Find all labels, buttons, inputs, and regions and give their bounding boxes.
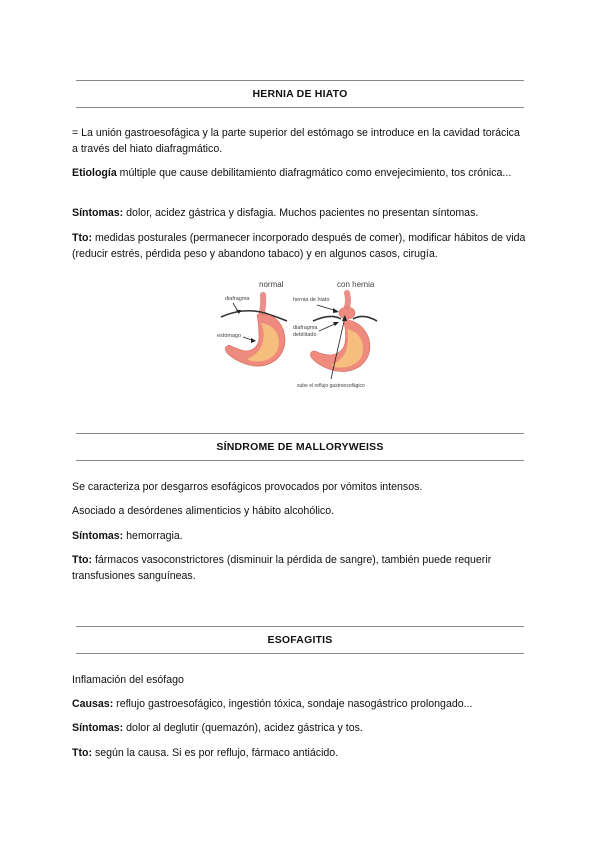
paragraph-sintomas: Síntomas: dolor, acidez gástrica y disfagia. Muchos pacientes no presentan síntomas. — [72, 207, 479, 219]
divider — [76, 107, 524, 108]
label-sintomas: Síntomas: — [72, 207, 124, 219]
hiatal-hernia-illustration — [213, 277, 389, 395]
label-normal: normal — [259, 280, 284, 289]
paragraph-esofagitis-causas: Causas: reflujo gastroesofágico, ingestión tóxica, sondaje nasogástrico prolongado... — [72, 698, 473, 710]
paragraph-esofagitis-definition: Inflamación del esófago — [72, 674, 184, 686]
section-header-esofagitis — [76, 626, 524, 654]
label-sintomas: Síntomas: — [72, 530, 124, 542]
label-sintomas: Síntomas: — [72, 722, 124, 734]
divider — [76, 460, 524, 461]
label-tto: Tto: — [72, 232, 92, 244]
section-title: SÍNDROME DE MALLORYWEISS — [216, 441, 384, 453]
label-diafragma-debilitado-2: debilitado — [293, 332, 317, 338]
paragraph-mallory-asociado: Asociado a desórdenes alimenticios y hábito alcohólico. — [72, 505, 335, 517]
label-diafragma-debilitado-1: diafragma — [293, 325, 318, 331]
label-causas: Causas: — [72, 698, 114, 710]
paragraph-etiologia: Etiología múltiple que cause debilitamiento diafragmático como envejecimiento, tos crónica... — [72, 167, 512, 179]
label-tto: Tto: — [72, 747, 92, 759]
normal-stomach-drawing — [217, 295, 287, 366]
section-header-hernia-de-hiato — [76, 80, 524, 108]
paragraph-esofagitis-sintomas: Síntomas: dolor al deglutir (quemazón), acidez gástrica y tos. — [72, 722, 363, 734]
label-reflujo: sube el reflujo gastroesofágico — [297, 383, 365, 389]
paragraph-esofagitis-tratamiento: Tto: según la causa. Si es por reflujo, fármaco antiácido. — [72, 747, 339, 759]
label-tto: Tto: — [72, 554, 92, 566]
paragraph-definition: = La unión gastroesofágica y la parte superior del estómago se introduce en la cavidad torácica a través del hiato diafragmático. — [72, 127, 520, 155]
label-estomago: estómago — [217, 333, 242, 339]
paragraph-mallory-definition: Se caracteriza por desgarros esofágicos provocados por vómitos intensos. — [72, 481, 423, 493]
section-title: ESOFAGITIS — [267, 634, 333, 646]
label-etiologia: Etiología — [72, 167, 117, 179]
section-header-mallory-weiss — [76, 433, 524, 461]
label-hernia-de-hiato: hernia de hiato — [293, 297, 330, 303]
label-diafragma: diafragma — [225, 296, 250, 302]
label-con-hernia: con hernia — [337, 280, 375, 289]
paragraph-tratamiento: Tto: medidas posturales (permanecer incorporado después de comer), modificar hábitos de vida (reducir estrés, pérdida peso y abandono tabaco) y en algunos casos, cirugía. — [72, 232, 526, 260]
paragraph-mallory-tratamiento: Tto: fármacos vasoconstrictores (disminuir la pérdida de sangre), también puede requerir transfusiones sanguíneas. — [72, 554, 492, 582]
paragraph-mallory-sintomas: Síntomas: hemorragia. — [72, 530, 183, 542]
hernia-stomach-drawing — [293, 293, 377, 389]
divider — [76, 653, 524, 654]
section-title: HERNIA DE HIATO — [252, 88, 348, 100]
